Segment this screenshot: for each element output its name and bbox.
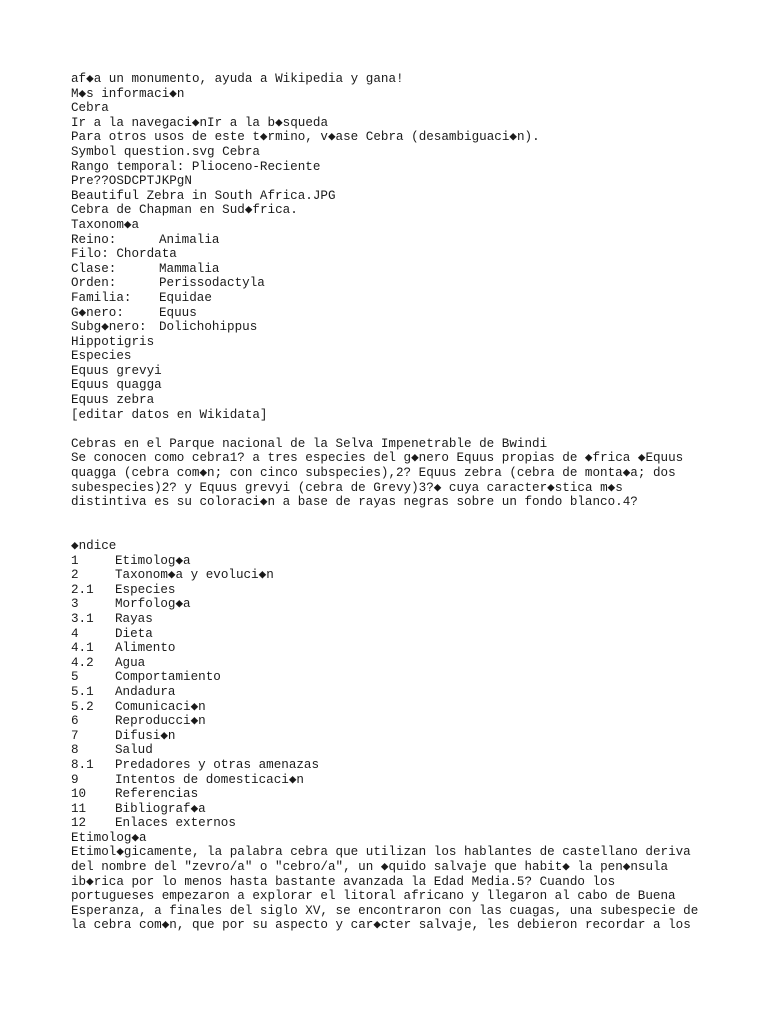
toc-label: Referencias <box>115 787 199 802</box>
toc-item[interactable] <box>71 787 711 802</box>
toc-item[interactable] <box>71 597 711 612</box>
taxonomy-heading: Taxonom◆a <box>71 217 140 232</box>
taxonomy-row <box>71 291 711 306</box>
table-of-contents <box>71 539 711 831</box>
toc-number: 4 <box>71 626 79 641</box>
taxonomy-key: G◆nero: <box>71 305 124 320</box>
toc-label: Bibliograf◆a <box>115 801 206 816</box>
intro-paragraph <box>71 437 711 510</box>
toc-item[interactable] <box>71 583 711 598</box>
taxonomy-value: Perissodactyla <box>159 276 265 291</box>
document-body <box>71 72 711 933</box>
toc-number: 12 <box>71 816 87 831</box>
species-line: Hippotigris <box>71 334 155 349</box>
toc-item[interactable] <box>71 743 711 758</box>
intro-line: distintiva es su coloraci◆n a base de rayas negras sobre un fondo blanco.4? <box>71 495 638 510</box>
toc-item[interactable] <box>71 714 711 729</box>
toc-label: Comportamiento <box>115 670 221 685</box>
toc-item[interactable] <box>71 627 711 642</box>
taxonomy-value: Equus <box>159 305 197 320</box>
etymology-line: la cebra com◆n, que por su aspecto y car◆cter salvaje, les debieron recordar a los <box>71 918 691 933</box>
taxonomy-value: Mammalia <box>159 261 220 276</box>
taxonomy-row <box>71 276 711 291</box>
toc-label: Intentos de domesticaci◆n <box>115 772 304 787</box>
taxonomy-value: Equidae <box>159 290 212 305</box>
toc-title: ◆ndice <box>71 539 117 553</box>
toc-item[interactable] <box>71 816 711 831</box>
toc-label: Predadores y otras amenazas <box>115 757 320 772</box>
toc-item[interactable] <box>71 729 711 744</box>
toc-number: 2 <box>71 568 79 583</box>
toc-number: 1 <box>71 553 79 568</box>
toc-item[interactable] <box>71 568 711 583</box>
toc-label: Enlaces externos <box>115 816 236 831</box>
toc-number: 3.1 <box>71 611 94 626</box>
toc-number: 8.1 <box>71 757 94 772</box>
toc-label: Andadura <box>115 684 176 699</box>
taxonomy-key: Reino: <box>71 232 117 247</box>
etymology-line: Esperanza, a finales del siglo XV, se encontraron con las cuagas, una subespecie de <box>71 903 699 918</box>
species-block <box>71 335 711 423</box>
header-line: af◆a un monumento, ayuda a Wikipedia y gana! <box>71 72 404 86</box>
toc-item[interactable] <box>71 656 711 671</box>
toc-label: Reproducci◆n <box>115 714 206 729</box>
toc-number: 8 <box>71 743 79 758</box>
toc-number: 4.1 <box>71 641 94 656</box>
toc-number: 9 <box>71 772 79 787</box>
toc-number: 4.2 <box>71 655 94 670</box>
header-line: Rango temporal: Plioceno-Reciente <box>71 159 321 174</box>
etymology-line: Etimol◆gicamente, la palabra cebra que utilizan los hablantes de castellano deriva <box>71 845 691 860</box>
etymology-section <box>71 831 711 933</box>
header-block <box>71 72 711 233</box>
toc-label: Morfolog◆a <box>115 597 191 612</box>
taxonomy-key: Subg◆nero: <box>71 320 147 335</box>
etymology-line: ib◆rica por lo menos hasta bastante avanzada la Edad Media.5? Cuando los <box>71 874 616 889</box>
species-heading: Especies <box>71 349 132 364</box>
toc-number: 10 <box>71 787 87 802</box>
header-line: Symbol question.svg Cebra <box>71 144 260 159</box>
toc-number: 5.1 <box>71 684 94 699</box>
species-line: Equus quagga <box>71 378 162 393</box>
toc-label: Especies <box>115 582 176 597</box>
toc-label: Salud <box>115 743 153 758</box>
toc-item[interactable] <box>71 641 711 656</box>
intro-line: subespecies)2? y Equus grevyi (cebra de Grevy)3?◆ cuya caracter◆stica m◆s <box>71 480 623 495</box>
section-heading: Etimolog◆a <box>71 830 147 845</box>
species-line: Equus grevyi <box>71 363 162 378</box>
taxonomy-row <box>71 262 711 277</box>
image-filename: Beautiful Zebra in South Africa.JPG <box>71 188 336 203</box>
taxonomy-key: Clase: <box>71 261 117 276</box>
taxonomy-row <box>71 306 711 321</box>
blank-line <box>71 422 711 437</box>
toc-label: Taxonom◆a y evoluci◆n <box>115 568 274 583</box>
taxonomy-key: Familia: <box>71 290 132 305</box>
etymology-line: del nombre del "zevro/a" o "cebro/a", un ◆quido salvaje que habit◆ la pen◆nsula <box>71 860 669 875</box>
taxonomy-key: Filo: Chordata <box>71 247 177 262</box>
disambiguation-note: Para otros usos de este t◆rmino, v◆ase Cebra (desambiguaci◆n). <box>71 130 540 145</box>
toc-label: Dieta <box>115 626 153 641</box>
intro-line: Cebras en el Parque nacional de la Selva Impenetrable de Bwindi <box>71 436 548 451</box>
toc-number: 6 <box>71 714 79 729</box>
header-line: Ir a la navegaci◆nIr a la b◆squeda <box>71 115 329 130</box>
image-caption: Cebra de Chapman en Sud◆frica. <box>71 203 298 218</box>
toc-number: 5 <box>71 670 79 685</box>
species-line: Equus zebra <box>71 393 155 408</box>
taxonomy-value: Animalia <box>159 232 220 247</box>
toc-label: Rayas <box>115 611 153 626</box>
etymology-line: portugueses empezaron a explorar el litoral africano y llegaron al cabo de Buena <box>71 889 676 904</box>
toc-item[interactable] <box>71 685 711 700</box>
intro-line: Se conocen como cebra1? a tres especies del g◆nero Equus propias de ◆frica ◆Equus <box>71 451 684 466</box>
taxonomy-key: Orden: <box>71 276 117 291</box>
taxonomy-row <box>71 320 711 335</box>
toc-number: 5.2 <box>71 699 94 714</box>
taxonomy-table <box>71 233 711 335</box>
toc-number: 2.1 <box>71 582 94 597</box>
toc-item[interactable] <box>71 802 711 817</box>
toc-label: Comunicaci◆n <box>115 699 206 714</box>
blank-line <box>71 510 711 525</box>
toc-label: Etimolog◆a <box>115 553 191 568</box>
taxonomy-value: Dolichohippus <box>159 320 258 335</box>
toc-item[interactable] <box>71 554 711 569</box>
toc-item[interactable] <box>71 773 711 788</box>
header-line: M◆s informaci◆n <box>71 86 185 101</box>
blank-line <box>71 524 711 539</box>
toc-item[interactable] <box>71 758 711 773</box>
toc-label: Difusi◆n <box>115 728 176 743</box>
intro-line: quagga (cebra com◆n; con cinco subspecies),2? Equus zebra (cebra de monta◆a; dos <box>71 466 676 481</box>
header-line: Pre??OSDCPTJKPgN <box>71 174 192 189</box>
toc-number: 11 <box>71 801 87 816</box>
article-title: Cebra <box>71 101 109 116</box>
toc-item[interactable] <box>71 670 711 685</box>
toc-item[interactable] <box>71 700 711 715</box>
toc-number: 3 <box>71 597 79 612</box>
toc-number: 7 <box>71 728 79 743</box>
edit-wikidata-link[interactable]: [editar datos en Wikidata] <box>71 407 268 422</box>
toc-label: Agua <box>115 655 146 670</box>
taxonomy-row <box>71 233 711 248</box>
toc-item[interactable] <box>71 612 711 627</box>
taxonomy-row <box>71 247 711 262</box>
toc-label: Alimento <box>115 641 176 656</box>
